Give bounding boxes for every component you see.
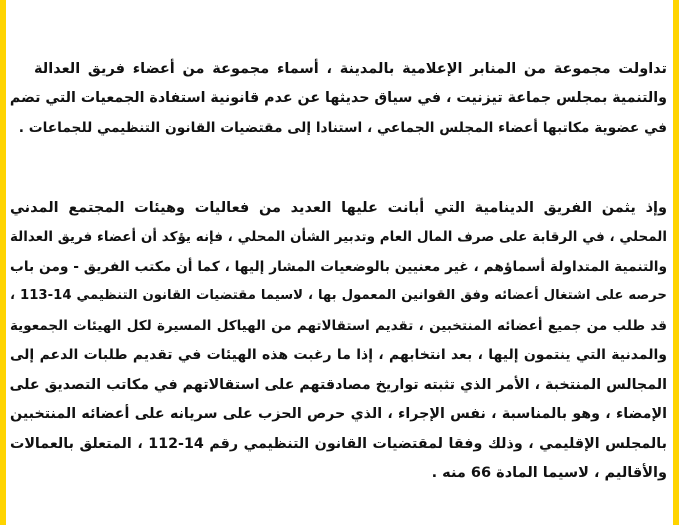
- paragraph-1-line-3: في عضوية مكاتبها أعضاء المجلس الجماعي ، استنادا إلى مقتضيات القانون التنظيمي للجماعات .: [18, 120, 667, 136]
- paragraph-2-line-6: والمدنية التي ينتمون إليها ، بعد انتخابهم ، إذا ما رغبت هذه الهيئات في تقديم طلبات الدعم إلى: [10, 347, 667, 363]
- paragraph-2-line-10: والأقاليم ، لاسيما المادة 66 منه .: [431, 465, 667, 481]
- paragraph-1-line-2: والتنمية بمجلس جماعة تيزنيت ، في سياق حديثها عن عدم قانونية استفادة الجمعيات التي تضم: [9, 90, 667, 106]
- paragraph-1-line-1: تداولت مجموعة من المنابر الإعلامية بالمدينة ، أسماء مجموعة من أعضاء فريق العدالة: [34, 61, 667, 77]
- paragraph-2-line-9: بالمجلس الإقليمي ، وذلك وفقا لمقتضيات القانون التنظيمي رقم 14-112 ، المتعلق بالعمالات: [10, 436, 667, 452]
- paragraph-2-line-5: قد طلب من جميع أعضائه المنتخبين ، تقديم استقالاتهم من الهياكل المسيرة لكل الهيئات الجمعوية: [10, 318, 667, 334]
- paragraph-2-line-2: المحلي ، في الرقابة على صرف المال العام وتدبير الشأن المحلي ، فإنه يؤكد أن أعضاء فريق العدالة: [10, 229, 667, 245]
- paragraph-2-line-4: حرصه على اشتغال أعضائه وفق القوانين المعمول بها ، لاسيما مقتضيات القانون التنظيمي 14-113 ،: [10, 288, 667, 303]
- article-body: [10, 0, 667, 525]
- paragraph-2-line-7: المجالس المنتخبة ، الأمر الذي تثبته تواريخ مصادقتهم على استقالاتهم في مكاتب التصديق على: [9, 377, 667, 393]
- paragraph-2-line-8: الإمضاء ، وهو بالمناسبة ، نفس الإجراء ، الذي حرص الحزب على سريانه على أعضائه المنتخبين: [10, 406, 667, 422]
- paragraph-2-line-3: والتنمية المتداولة أسماؤهم ، غير معنيين بالوضعيات المشار إليها ، كما أن مكتب الفريق - ومن باب: [10, 259, 667, 275]
- paragraph-2-line-1: وإذ يثمن الفريق الدينامية التي أبانت عليها العديد من فعاليات وهيئات المجتمع المدني: [10, 200, 667, 216]
